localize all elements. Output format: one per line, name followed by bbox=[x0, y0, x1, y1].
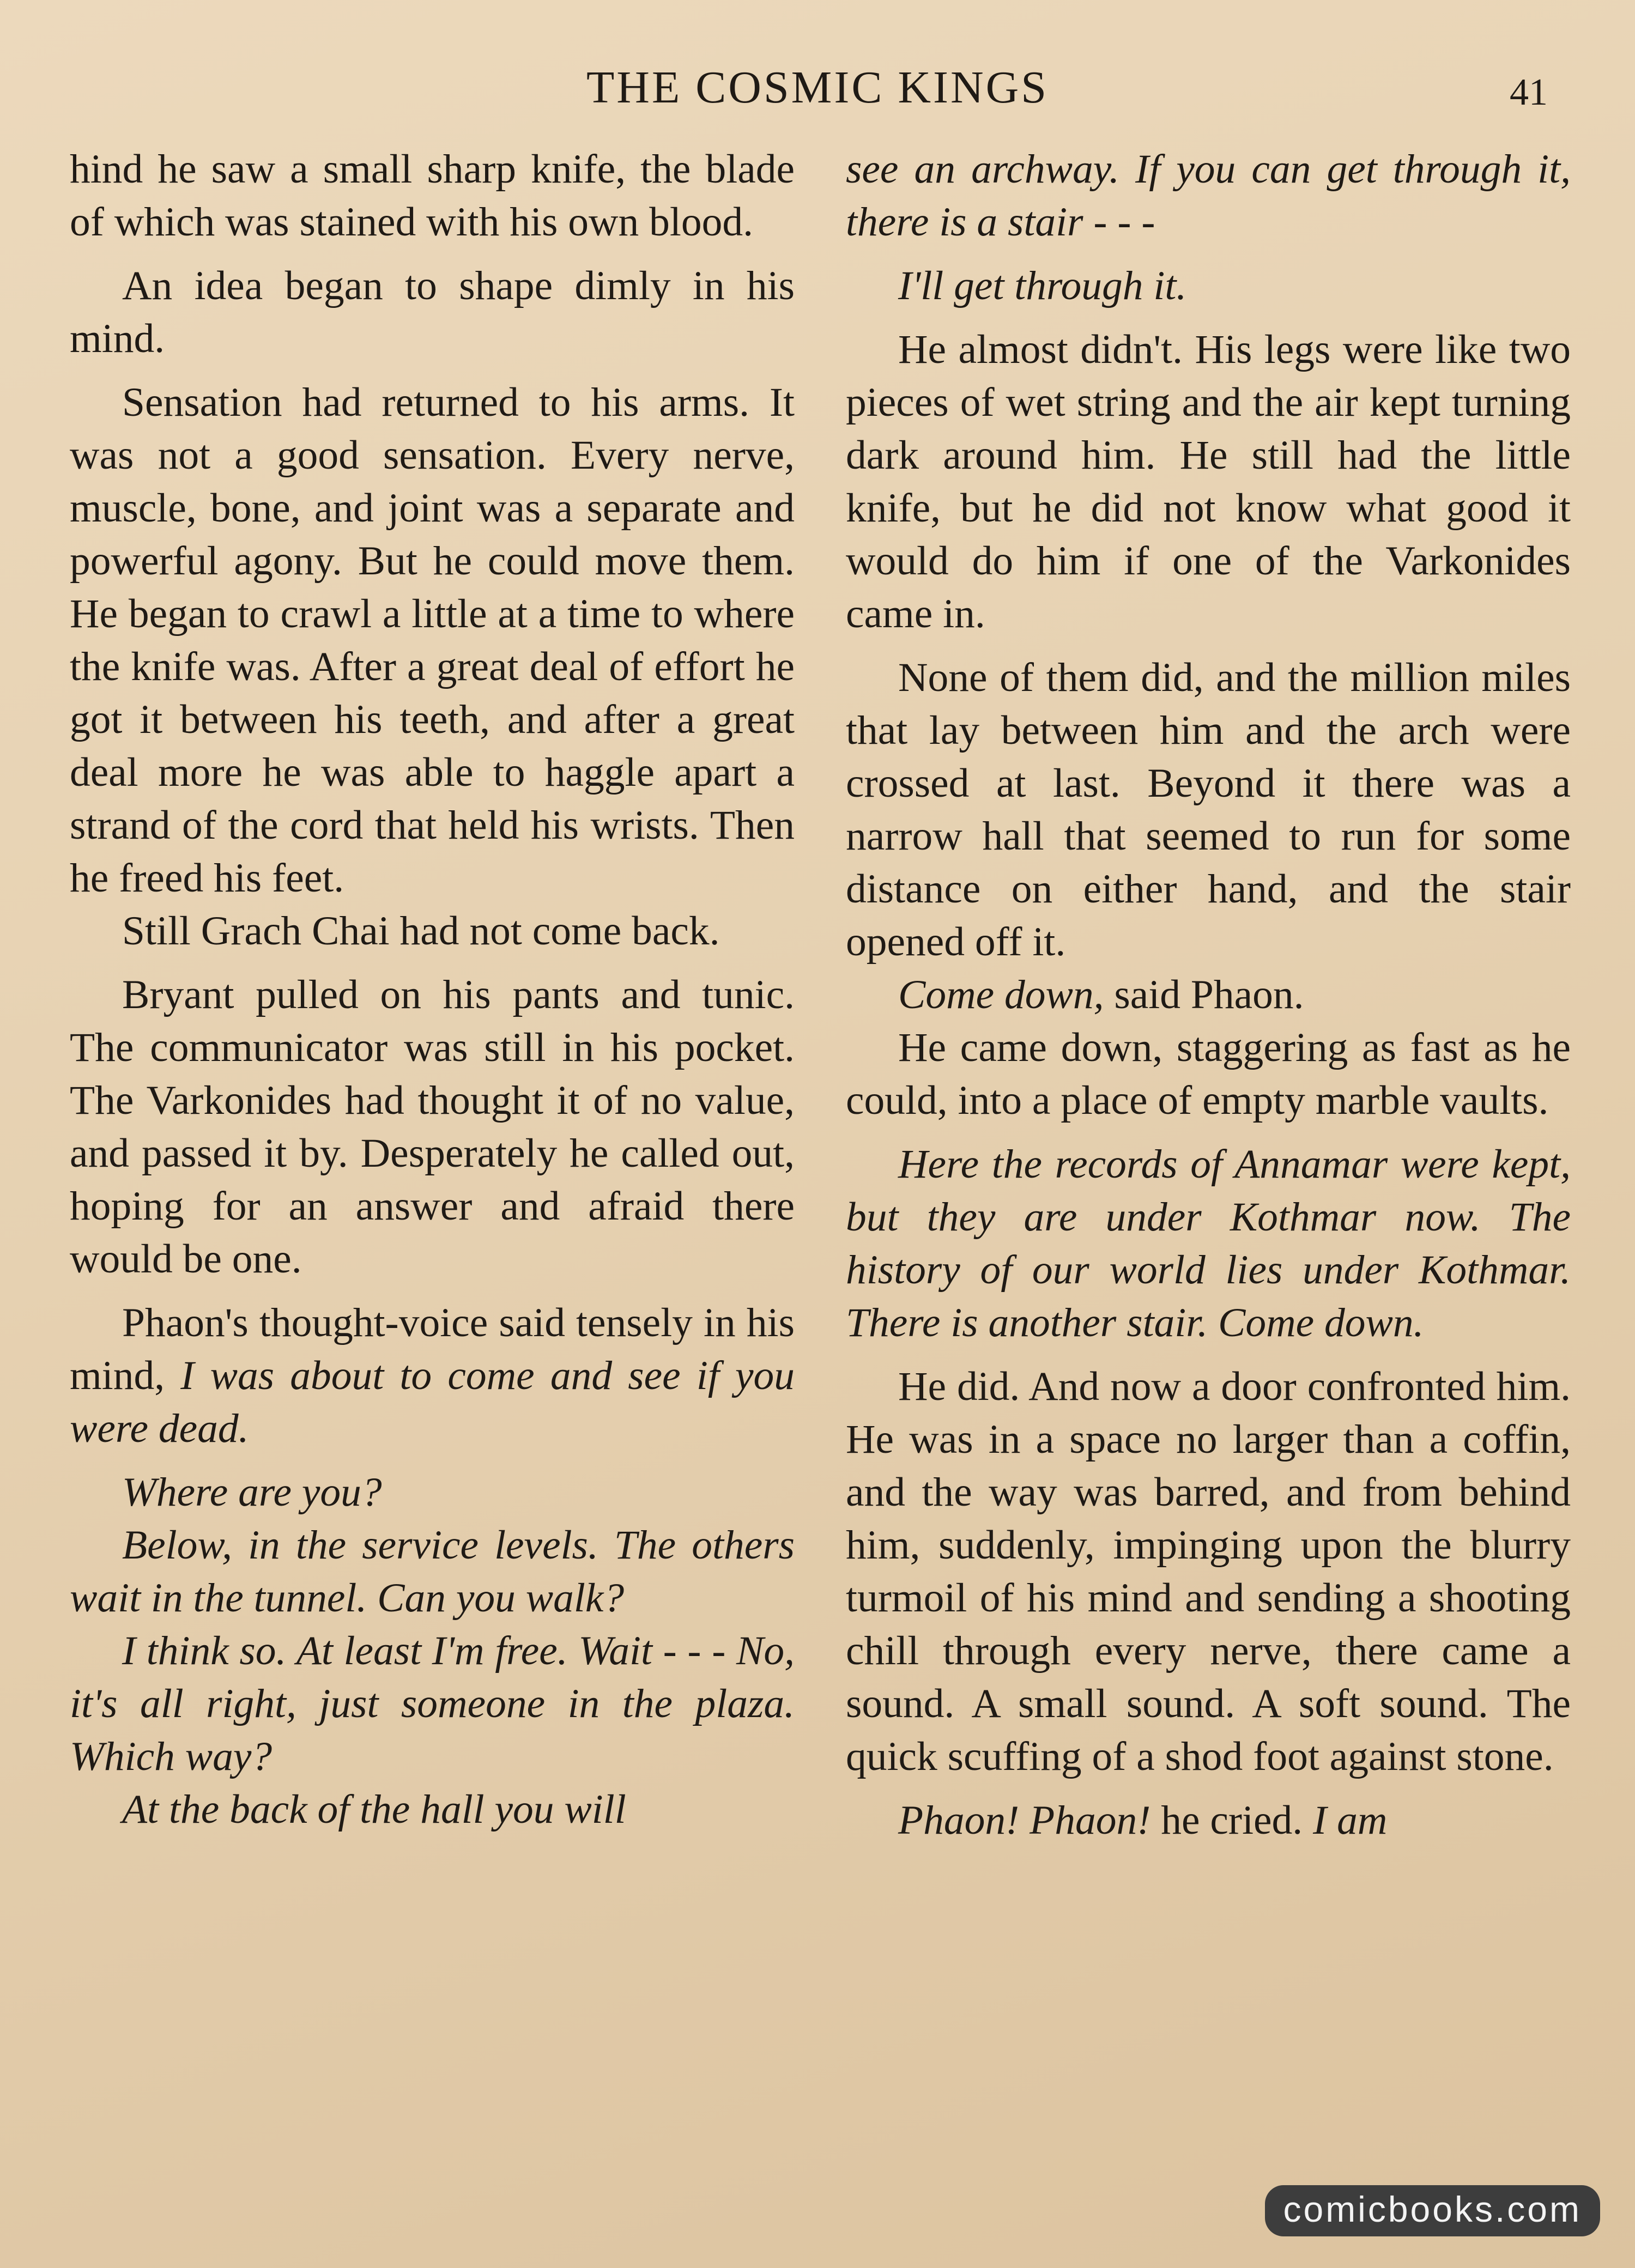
paragraph: None of them did, and the million miles that lay between him and the arch were crossed at last. Beyond it there was a narrow hall that seemed to run for some distance on either hand, and the stair opened off it. bbox=[846, 655, 1571, 965]
thought-speech: see an archway. If you can get through it, there is a stair - - - bbox=[846, 147, 1571, 245]
paragraph: He came down, staggering as fast as he could, into a place of empty marble vaults. bbox=[846, 1025, 1571, 1123]
thought-speech: I was about to come and see if you were dead. bbox=[70, 1353, 795, 1451]
right-column bbox=[846, 143, 1571, 1858]
watermark: comicbooks.com bbox=[1265, 2185, 1601, 2236]
paragraph: Still Grach Chai had not come back. bbox=[122, 908, 720, 954]
paragraph-text: said Phaon. bbox=[1104, 972, 1304, 1017]
paragraph: He almost didn't. His legs were like two pieces of wet string and the air kept turning dark around him. He still had the little knife, but he did not know what good it would do him if one of the Varkonides came in. bbox=[846, 327, 1571, 636]
thought-speech: Come down, bbox=[898, 972, 1104, 1017]
paragraph: Sensation had returned to his arms. It was not a good sensation. Every nerve, muscle, bone, and joint was a separate and powerful agony. But he could move them. He began to crawl a little at a time to where the knife was. After a great deal of effort he got it between his teeth, and after a great deal more he was able to haggle apart a strand of the cord that held his wrists. Then he freed his feet. bbox=[70, 380, 795, 901]
running-head: THE COSMIC KINGS bbox=[586, 62, 1049, 113]
thought-speech: Where are you? bbox=[122, 1470, 382, 1515]
thought-speech: Below, in the service levels. The others wait in the tunnel. Can you walk? bbox=[70, 1523, 795, 1621]
paragraph: Bryant pulled on his pants and tunic. The communicator was still in his pocket. The Varkonides had thought it of no value, and passed it by. Desperately he called out, hoping for an answer and afraid there would be one. bbox=[70, 972, 795, 1282]
paragraph bbox=[846, 968, 1571, 1021]
paragraph: hind he saw a small sharp knife, the blade of which was stained with his own blood. bbox=[70, 147, 795, 245]
left-column bbox=[70, 143, 795, 1836]
thought-speech: I am bbox=[1313, 1798, 1388, 1843]
paragraph: He did. And now a door confronted him. He was in a space no larger than a coffin, and the way was barred, and from behind him, suddenly, impinging upon the blurry turmoil of his mind and sending a shooting chill through every nerve, there came a sound. A small sound. A soft sound. The quick scuffing of a shod foot against stone. bbox=[846, 1364, 1571, 1779]
thought-speech: I think so. At least I'm free. Wait - - - No, it's all right, just someone in the plaza. Which way? bbox=[70, 1628, 795, 1779]
thought-speech: At the back of the hall you will bbox=[122, 1787, 626, 1832]
paragraph-text: Phaon's thought-voice said tensely in his mind, bbox=[70, 1300, 795, 1398]
paragraph bbox=[70, 1296, 795, 1455]
paragraph: An idea began to shape dimly in his mind. bbox=[70, 263, 795, 361]
thought-speech: I'll get through it. bbox=[898, 263, 1187, 308]
thought-speech: Here the records of Annamar were kept, but they are under Kothmar now. The history of our world lies under Kothmar. There is another stair. Come down. bbox=[846, 1142, 1571, 1345]
thought-speech: Phaon! Phaon! bbox=[898, 1798, 1151, 1843]
page-header bbox=[0, 61, 1635, 121]
page-number: 41 bbox=[1510, 71, 1548, 113]
paragraph-text: he cried. bbox=[1150, 1798, 1313, 1843]
paragraph bbox=[846, 1794, 1571, 1847]
